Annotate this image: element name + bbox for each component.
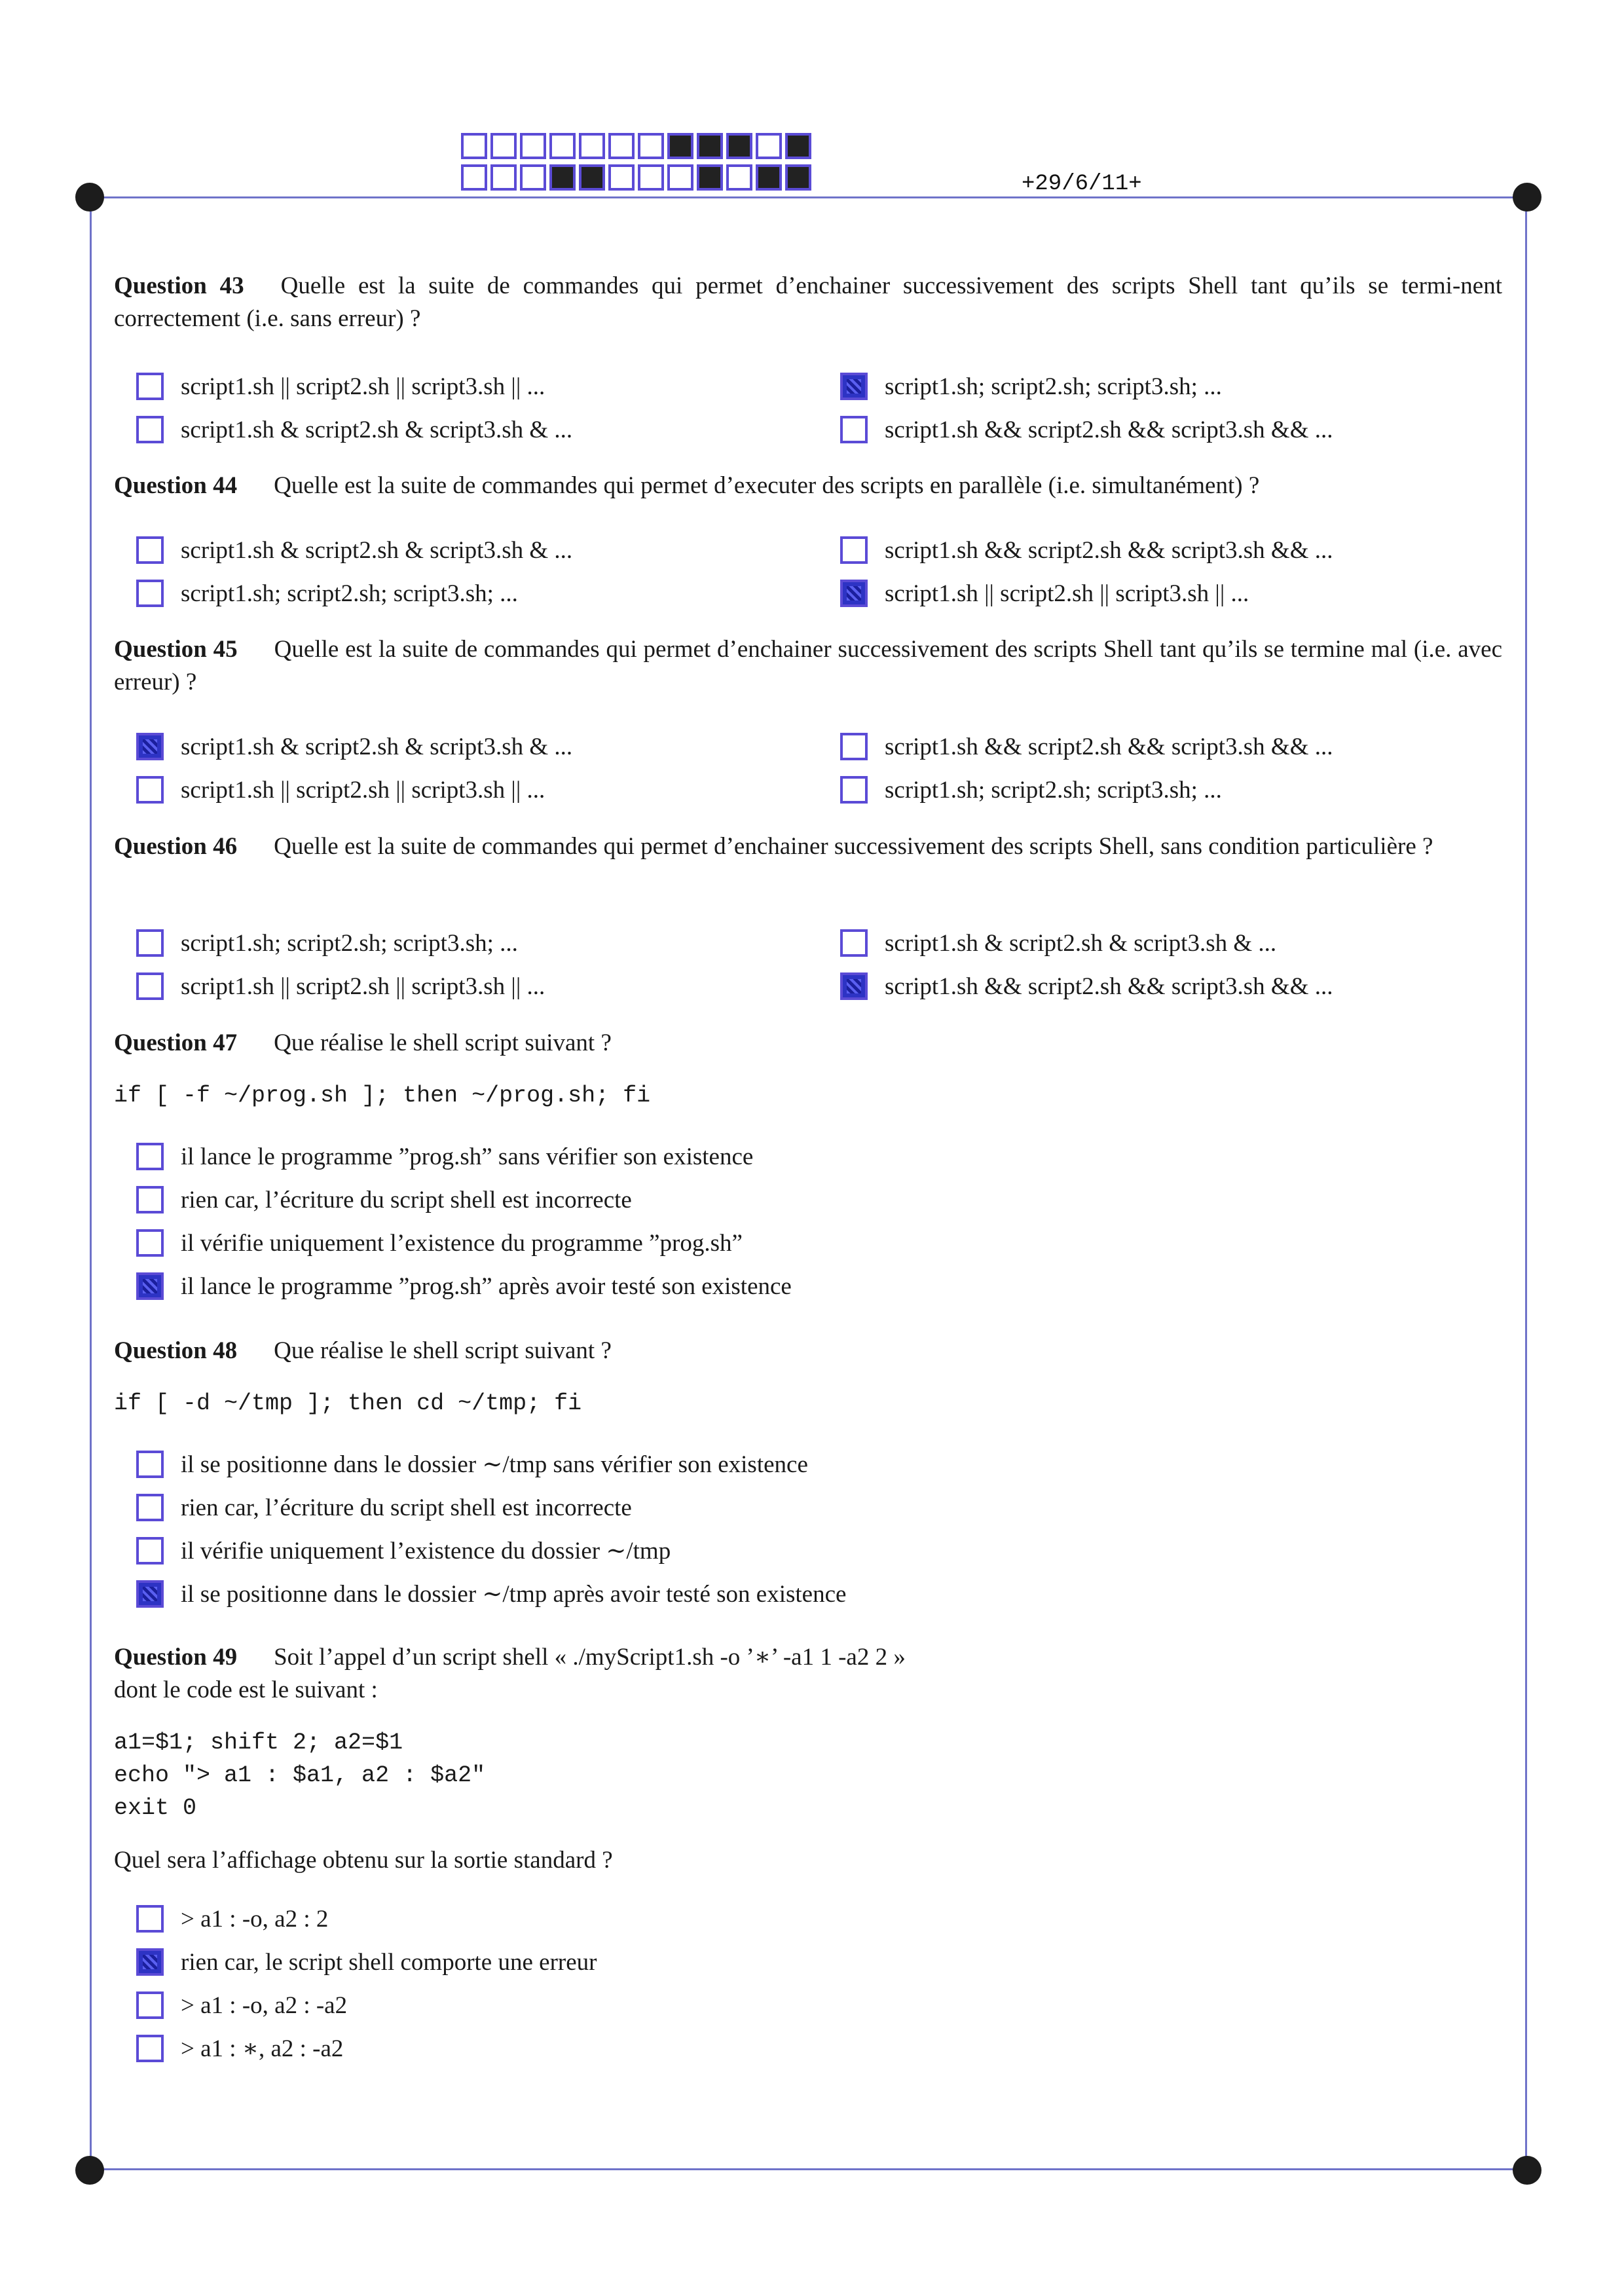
question-45-header (114, 633, 1502, 699)
checkbox[interactable] (136, 580, 164, 607)
corner-mark-top-right (1513, 183, 1541, 212)
option[interactable] (136, 530, 572, 570)
option-label: script1.sh & script2.sh & script3.sh & ... (181, 733, 573, 760)
checkbox[interactable] (840, 929, 868, 957)
checkbox[interactable] (136, 1229, 164, 1257)
code-grid-row (461, 164, 815, 191)
option[interactable] (136, 1488, 632, 1527)
code-grid-cell (726, 133, 752, 159)
option-label: script1.sh && script2.sh && script3.sh && ... (885, 972, 1333, 1000)
code-grid-cell (490, 164, 517, 191)
option[interactable] (136, 2029, 343, 2068)
option-label: il lance le programme ”prog.sh” sans vérifier son existence (181, 1143, 754, 1170)
code-grid-cell (756, 133, 782, 159)
option[interactable] (840, 923, 1276, 963)
question-text: Quelle est la suite de commandes qui permet d’enchainer successivement des scripts Shell tant qu’ils se termine mal (i.e. avec erreur) ? (114, 636, 1502, 695)
option[interactable] (136, 410, 572, 449)
option-label: script1.sh || script2.sh || script3.sh || ... (181, 373, 545, 400)
checkbox[interactable] (136, 1991, 164, 2019)
question-number: Question 44 (114, 472, 238, 499)
option[interactable] (136, 1899, 328, 1938)
checkbox[interactable] (136, 1948, 164, 1976)
page-code-grid (461, 133, 815, 196)
option-label: il se positionne dans le dossier ∼/tmp après avoir testé son existence (181, 1581, 847, 1608)
option-label: script1.sh || script2.sh || script3.sh || ... (181, 972, 545, 1000)
option[interactable] (136, 1223, 743, 1263)
checkbox[interactable] (840, 733, 868, 760)
option-label: script1.sh && script2.sh && script3.sh && ... (885, 536, 1333, 564)
code-grid-cell (490, 133, 517, 159)
option[interactable] (136, 574, 518, 613)
question-43-header (114, 270, 1502, 335)
checkbox[interactable] (136, 2035, 164, 2062)
question-text-continued: dont le code est le suivant : (114, 1676, 378, 1703)
option[interactable] (136, 1137, 753, 1176)
question-48 (114, 1335, 1502, 1420)
question-number: Question 48 (114, 1337, 238, 1364)
code-block (114, 1726, 1502, 1824)
option[interactable] (136, 1267, 792, 1306)
option-label: > a1 : -o, a2 : -a2 (181, 1991, 348, 2019)
checkbox[interactable] (136, 776, 164, 804)
code-grid-cell (579, 164, 605, 191)
option[interactable] (136, 1180, 632, 1219)
option-label: il vérifie uniquement l’existence du dossier ∼/tmp (181, 1538, 671, 1565)
option-label: rien car, le script shell comporte une erreur (181, 1948, 597, 1976)
checkbox[interactable] (840, 972, 868, 1000)
question-47-header (114, 1027, 1502, 1060)
code-grid-cell (549, 133, 576, 159)
option-label: rien car, l’écriture du script shell est incorrecte (181, 1186, 632, 1213)
code-grid-cell (520, 133, 546, 159)
checkbox[interactable] (840, 373, 868, 400)
checkbox[interactable] (136, 1143, 164, 1170)
option-label: il vérifie uniquement l’existence du programme ”prog.sh” (181, 1229, 743, 1257)
question-48-header (114, 1335, 1502, 1367)
question-text: Quelle est la suite de commandes qui permet d’executer des scripts en parallèle (i.e. simultanément) ? (274, 472, 1260, 499)
option[interactable] (136, 1531, 671, 1570)
checkbox[interactable] (136, 1186, 164, 1213)
option[interactable] (136, 770, 545, 809)
question-text: Soit l’appel d’un script shell « ./myScript1.sh -o ’∗’ -a1 1 -a2 2 » (274, 1644, 906, 1671)
question-number: Question 47 (114, 1029, 238, 1056)
option[interactable] (840, 410, 1333, 449)
question-prompt: Quel sera l’affichage obtenu sur la sortie standard ? (114, 1847, 613, 1874)
option[interactable] (136, 727, 572, 766)
code-grid-cell (638, 133, 664, 159)
option[interactable] (136, 967, 545, 1006)
option[interactable] (136, 1986, 347, 2025)
checkbox[interactable] (136, 1272, 164, 1300)
checkbox[interactable] (840, 536, 868, 564)
checkbox[interactable] (136, 1451, 164, 1478)
option-label: script1.sh; script2.sh; script3.sh; ... (885, 373, 1222, 400)
question-44-header (114, 470, 1502, 502)
corner-mark-top-left (75, 183, 104, 212)
code-line: a1=$1; shift 2; a2=$1 (114, 1730, 403, 1756)
question-number: Question 45 (114, 636, 238, 663)
option-label: script1.sh & script2.sh & script3.sh & ... (181, 416, 573, 443)
checkbox[interactable] (840, 416, 868, 443)
code-grid-cell (785, 164, 811, 191)
option-label: script1.sh || script2.sh || script3.sh || ... (181, 776, 545, 804)
option[interactable] (840, 367, 1222, 406)
question-45 (114, 633, 1502, 699)
option[interactable] (136, 923, 518, 963)
question-44 (114, 470, 1502, 502)
code-grid-cell (667, 133, 693, 159)
code-snippet: if [ -d ~/tmp ]; then cd ~/tmp; fi (114, 1390, 582, 1416)
question-49 (114, 1641, 1502, 1877)
question-number: Question 43 (114, 272, 244, 299)
corner-mark-bottom-left (75, 2156, 104, 2185)
question-43 (114, 270, 1502, 335)
code-line: echo "> a1 : $a1, a2 : $a2" (114, 1762, 486, 1788)
checkbox[interactable] (840, 776, 868, 804)
question-number: Question 46 (114, 833, 238, 860)
checkbox[interactable] (136, 1494, 164, 1521)
option[interactable] (136, 1574, 846, 1614)
checkbox[interactable] (136, 1537, 164, 1565)
option[interactable] (840, 574, 1249, 613)
option-label: rien car, l’écriture du script shell est incorrecte (181, 1494, 632, 1521)
code-grid-cell (697, 164, 723, 191)
question-number: Question 49 (114, 1644, 238, 1671)
option[interactable] (840, 770, 1222, 809)
question-49-header (114, 1641, 1502, 1674)
checkbox[interactable] (136, 373, 164, 400)
code-grid-cell (756, 164, 782, 191)
checkbox[interactable] (136, 416, 164, 443)
code-grid-cell (726, 164, 752, 191)
code-grid-cell (579, 133, 605, 159)
option[interactable] (136, 1942, 597, 1982)
option-label: script1.sh || script2.sh || script3.sh || ... (885, 580, 1249, 607)
code-grid-cell (608, 133, 635, 159)
code-grid-row (461, 133, 815, 159)
code-grid-cell (638, 164, 664, 191)
question-46-header (114, 830, 1502, 863)
option-label: script1.sh & script2.sh & script3.sh & ... (181, 536, 573, 564)
corner-mark-bottom-right (1513, 2156, 1541, 2185)
option-label: il lance le programme ”prog.sh” après avoir testé son existence (181, 1272, 792, 1300)
code-grid-cell (785, 133, 811, 159)
option-label: il se positionne dans le dossier ∼/tmp sans vérifier son existence (181, 1451, 808, 1478)
option-label: > a1 : -o, a2 : 2 (181, 1905, 329, 1933)
code-grid-cell (667, 164, 693, 191)
checkbox[interactable] (136, 929, 164, 957)
question-47 (114, 1027, 1502, 1112)
checkbox[interactable] (136, 1905, 164, 1933)
code-grid-cell (608, 164, 635, 191)
option-label: script1.sh; script2.sh; script3.sh; ... (181, 929, 518, 957)
option-label: script1.sh && script2.sh && script3.sh && ... (885, 416, 1333, 443)
code-line: exit 0 (114, 1795, 197, 1821)
code-grid-cell (520, 164, 546, 191)
option[interactable] (840, 967, 1333, 1006)
question-text: Quelle est la suite de commandes qui permet d’enchainer successivement des scripts Shell, sans condition particulière ? (274, 833, 1433, 860)
question-46 (114, 830, 1502, 863)
question-text: Que réalise le shell script suivant ? (274, 1337, 612, 1364)
option[interactable] (136, 1445, 808, 1484)
option-label: script1.sh && script2.sh && script3.sh && ... (885, 733, 1333, 760)
checkbox[interactable] (136, 536, 164, 564)
option[interactable] (840, 530, 1333, 570)
code-snippet: if [ -f ~/prog.sh ]; then ~/prog.sh; fi (114, 1083, 651, 1109)
option-label: script1.sh & script2.sh & script3.sh & ... (885, 929, 1277, 957)
question-text: Que réalise le shell script suivant ? (274, 1029, 612, 1056)
question-text: Quelle est la suite de commandes qui permet d’enchainer successivement des scripts Shell tant qu’ils se termi-nent correctement (i.e. sans erreur) ? (114, 272, 1502, 332)
option-label: script1.sh; script2.sh; script3.sh; ... (885, 776, 1222, 804)
checkbox[interactable] (840, 580, 868, 607)
checkbox[interactable] (136, 972, 164, 1000)
option-label: script1.sh; script2.sh; script3.sh; ... (181, 580, 518, 607)
checkbox[interactable] (136, 1580, 164, 1608)
checkbox[interactable] (136, 733, 164, 760)
option[interactable] (840, 727, 1333, 766)
code-grid-cell (461, 164, 487, 191)
code-grid-cell (697, 133, 723, 159)
code-grid-cell (549, 164, 576, 191)
page-id: +29/6/11+ (1022, 172, 1142, 196)
option[interactable] (136, 367, 545, 406)
option-label: > a1 : ∗, a2 : -a2 (181, 2035, 344, 2062)
code-grid-cell (461, 133, 487, 159)
